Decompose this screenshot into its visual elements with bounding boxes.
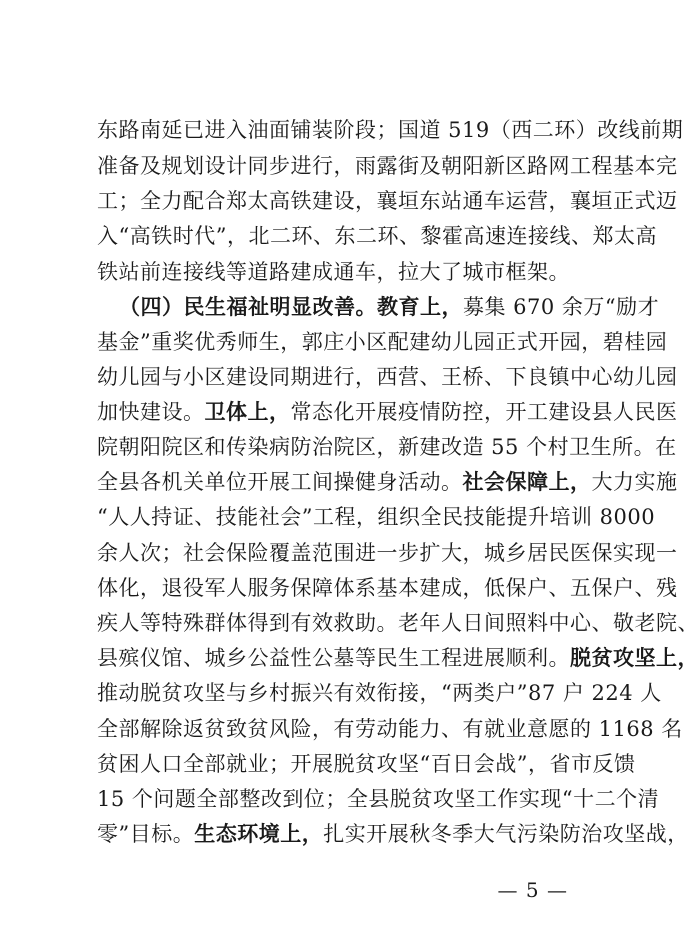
text-line: [97, 717, 683, 741]
text-run: 加快建设。: [97, 400, 205, 424]
text-line: [119, 294, 660, 319]
text-run: 铁站前连接线等道路建成通车，拉大了城市框架。: [97, 260, 570, 284]
text-run: 余人次；社会保险覆盖范围进一步扩大，城乡居民医保实现一: [97, 541, 678, 565]
text-line: [97, 400, 678, 424]
text-line: [97, 681, 662, 705]
text-line: [97, 224, 657, 248]
bold-lead: 社会保障上，: [462, 470, 592, 494]
text-run: 扎实开展秋冬季大气污染防治攻坚战，: [323, 822, 689, 846]
text-run: 贫困人口全部就业；开展脱贫攻坚“百日会战”，省市反馈: [97, 752, 636, 776]
text-line: [97, 365, 678, 389]
text-run: 幼儿园与小区建设同期进行，西营、王桥、下良镇中心幼儿园: [97, 365, 678, 389]
text-line: [97, 505, 656, 529]
text-run: 大力实施: [591, 470, 678, 494]
text-line: [97, 611, 699, 635]
text-run: 常态化开展疫情防控，开工建设县人民医: [290, 400, 678, 424]
text-line: [97, 118, 684, 142]
text-run: “人人持证、技能社会”工程，组织全民技能提升培训 8000: [97, 505, 656, 529]
text-run: 推动脱贫攻坚与乡村振兴有效衔接，“两类户”87 户 224 人: [97, 681, 662, 705]
text-run: 东路南延已进入油面铺装阶段；国道 519（西二环）改线前期: [97, 118, 684, 142]
text-run: 县殡仪馆、城乡公益性公墓等民生工程进展顺利。: [97, 646, 570, 670]
text-run: 准备及规划设计同步进行，雨露街及朝阳新区路网工程基本完: [97, 154, 678, 178]
text-line: [97, 189, 678, 213]
text-run: 全部解除返贫致贫风险，有劳动能力、有就业意愿的 1168 名: [97, 717, 683, 741]
text-line: [97, 260, 570, 284]
bold-lead: 生态环境上，: [194, 822, 324, 846]
text-run: 全县各机关单位开展工间操健身活动。: [97, 470, 463, 494]
text-run: 募集 670 余万“励才: [463, 295, 660, 319]
text-run: 体化，退役军人服务保障体系基本建成，低保户、五保户、残: [97, 576, 678, 600]
text-line: [97, 822, 689, 846]
text-line: [97, 470, 678, 494]
text-run: 工；全力配合郑太高铁建设，襄垣东站通车运营，襄垣正式迈: [97, 189, 678, 213]
text-run: 入“高铁时代”，北二环、东二环、黎霍高速连接线、郑太高: [97, 224, 657, 248]
text-run: 院朝阳院区和传染病防治院区，新建改造 55 个村卫生所。在: [97, 435, 677, 459]
text-run: 零”目标。: [97, 822, 195, 846]
section-heading: （四）民生福祉明显改善。: [119, 294, 377, 319]
text-run: 疾人等特殊群体得到有效救助。老年人日间照料中心、敬老院、: [97, 611, 699, 635]
page-number: — 5 —: [497, 878, 568, 902]
text-line: [97, 154, 678, 178]
bold-lead: 教育上，: [377, 295, 463, 319]
text-line: [97, 576, 678, 600]
text-line: [97, 330, 668, 354]
text-run: 基金”重奖优秀师生，郭庄小区配建幼儿园正式开园，碧桂园: [97, 330, 668, 354]
bold-lead: 脱贫攻坚上，: [570, 646, 699, 670]
text-line: [97, 435, 677, 459]
text-line: [97, 541, 678, 565]
text-line: [97, 646, 699, 670]
bold-lead: 卫体上，: [204, 400, 291, 424]
text-line: [97, 787, 660, 811]
text-run: 15 个问题全部整改到位；全县脱贫攻坚工作实现“十二个清: [97, 787, 660, 811]
text-line: [97, 752, 636, 776]
